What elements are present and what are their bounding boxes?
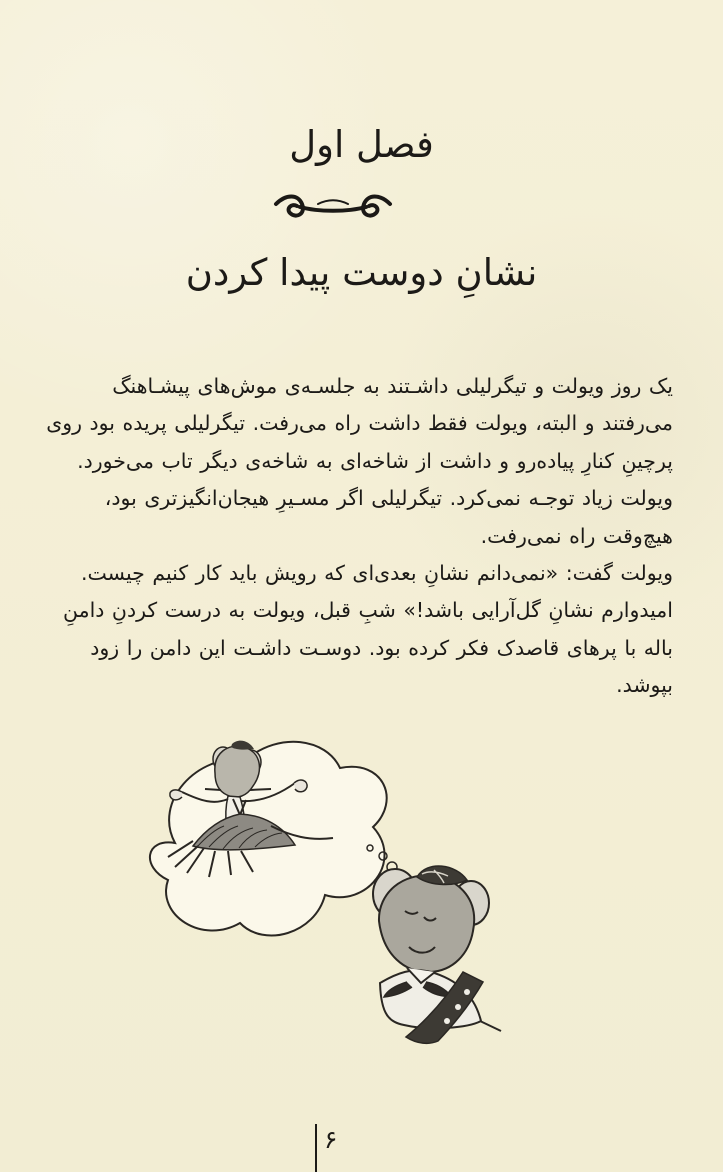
paragraph: ویولت گفت: «نمی‌دانم نشانِ بعدی‌ای که رویش باید کار کنیم چیست. امیدوارم نشانِ گل‌آرایی باشد!» شبِ قبل، ویولت به درست کردنِ دامنِ باله با پرهای قاصدک فکر کرده بود. دوسـت داشـت این دامن را زود بپوشد. bbox=[63, 561, 673, 698]
standing-mouse-illustration bbox=[373, 866, 501, 1043]
paragraph: یک روز ویولت و تیگرلیلی داشـتند به جلسـه‌ی موش‌های پیشـاهنگ می‌رفتند و البته، ویولت فقط داشت راه می‌رفت. تیگرلیلی پریده بود روی پرچینِ کنارِ پیاده‌رو و داشت از شاخه‌ای به شاخه‌ی دیگر تاب می‌خورد. ویولت زیاد توجـه نمی‌کرد. تیگرلیلی اگر مسـیرِ هیجان‌انگیزتری بود، هیچ‌وقت راه نمی‌رفت. bbox=[46, 374, 673, 548]
page-number: ۶ bbox=[324, 1125, 338, 1154]
page-number-divider bbox=[315, 1124, 317, 1172]
decorative-flourish-icon bbox=[270, 188, 396, 222]
body-text bbox=[38, 368, 673, 705]
chapter-title: فصل اول bbox=[289, 123, 434, 166]
story-title: نشانِ دوست پیدا کردن bbox=[185, 251, 538, 294]
mouse-dream-illustration bbox=[135, 735, 515, 1065]
